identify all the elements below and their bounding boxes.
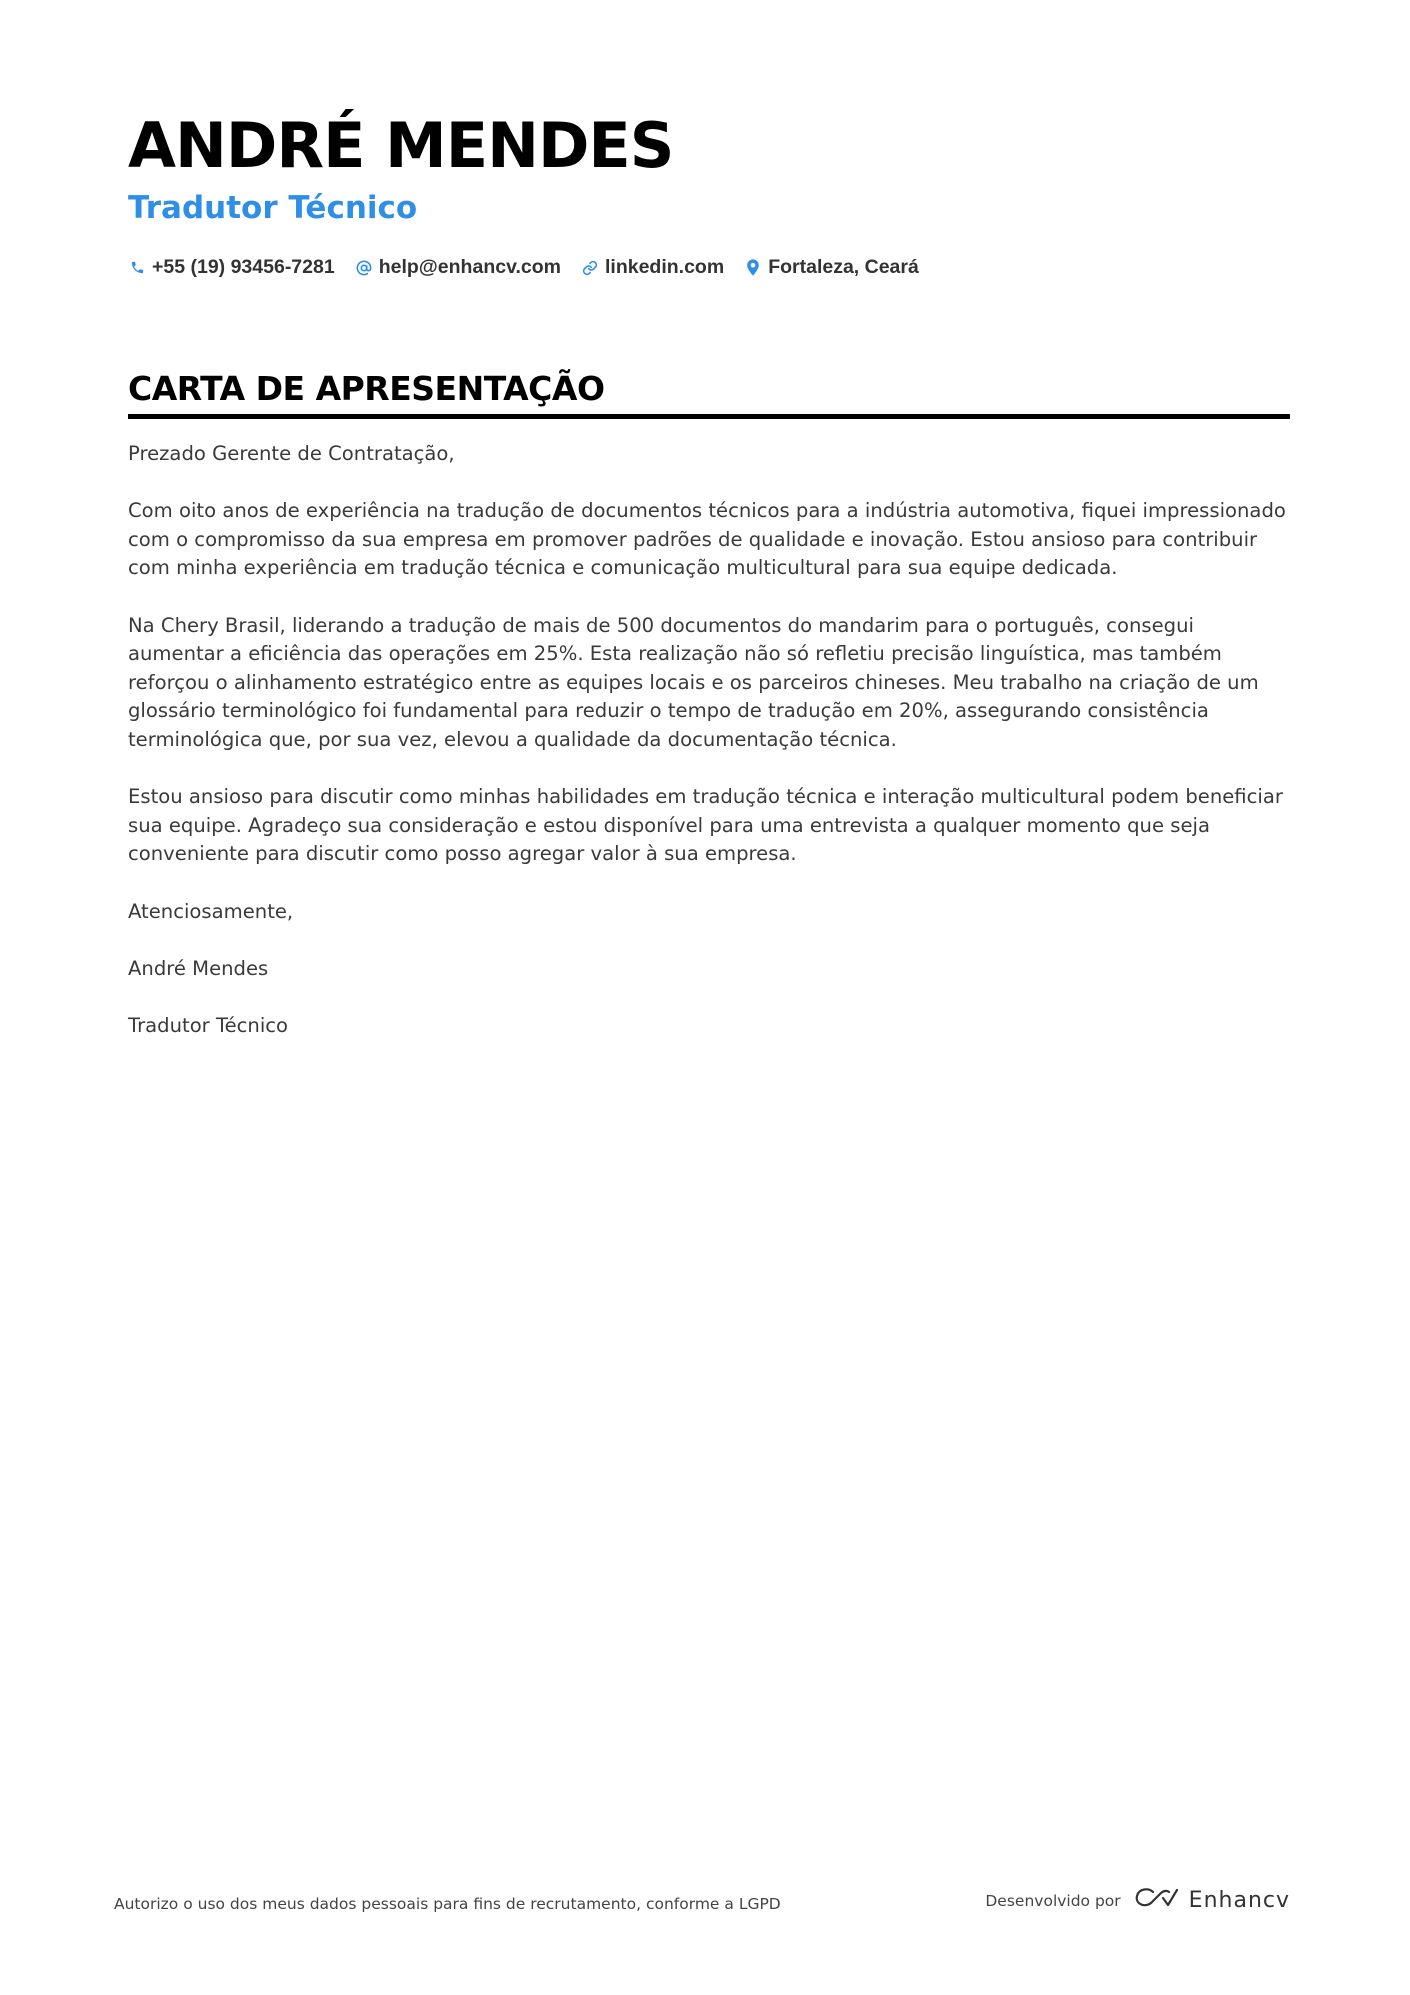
- contact-email[interactable]: [355, 256, 561, 279]
- signature-title: Tradutor Técnico: [128, 1013, 289, 1037]
- powered-by-label: Desenvolvido por: [985, 1891, 1121, 1910]
- contact-location: [744, 256, 919, 279]
- letter-body: [128, 440, 1290, 1069]
- enhancv-logo[interactable]: [1133, 1886, 1290, 1915]
- contact-link[interactable]: [581, 256, 724, 279]
- job-title: Tradutor Técnico: [128, 190, 418, 226]
- at-sign-icon: [355, 259, 373, 277]
- letter-paragraph: Estou ansioso para discutir como minhas habilidades em tradução técnica e interação multicultural podem beneficiar sua equipe. Agradeço sua consideração e estou disponível para uma entrevista a qualquer momento que seja conveniente para discutir como posso agregar valor à sua empresa.: [128, 785, 1283, 866]
- link-icon: [581, 259, 599, 277]
- section-header: [128, 366, 1290, 419]
- contact-bar: [128, 256, 1288, 279]
- brand-name: Enhancv: [1188, 1888, 1290, 1913]
- link-text[interactable]: linkedin.com: [604, 256, 725, 278]
- signature-name: André Mendes: [128, 956, 269, 980]
- section-title: CARTA DE APRESENTAÇÃO: [128, 369, 605, 408]
- phone-icon: [128, 259, 146, 277]
- letter-paragraph: Na Chery Brasil, liderando a tradução de mais de 500 documentos do mandarim para o português, consegui aumentar a eficiência das operações em 25%. Esta realização não só refletiu precisão linguística, mas também reforçou o alinhamento estratégico entre as equipes locais e os parceiros chineses. Meu trabalho na criação de um glossário terminológico foi fundamental para reduzir o tempo de tradução em 20%, assegurando consistência terminológica que, por sua vez, elevou a qualidade da documentação técnica.: [128, 613, 1259, 751]
- phone-text: +55 (19) 93456-7281: [152, 256, 335, 278]
- letter-closing: Atenciosamente,: [128, 899, 294, 923]
- consent-note: Autorizo o uso dos meus dados pessoais para fins de recrutamento, conforme a LGPD: [114, 1895, 781, 1913]
- section-divider: [128, 414, 1290, 419]
- header: [128, 108, 1288, 279]
- location-text: Fortaleza, Ceará: [768, 256, 919, 278]
- letter-paragraph: Com oito anos de experiência na tradução de documentos técnicos para a indústria automotiva, fiquei impressionado com o compromisso da sua empresa em promover padrões de qualidade e inovação. Estou ansioso para contribuir com minha experiência em tradução técnica e comunicação multicultural para sua equipe dedicada.: [128, 499, 1286, 580]
- enhancv-logo-icon: [1133, 1886, 1179, 1915]
- powered-by[interactable]: [985, 1886, 1290, 1915]
- email-text[interactable]: help@enhancv.com: [378, 256, 561, 278]
- letter-greeting: Prezado Gerente de Contratação,: [128, 442, 455, 465]
- candidate-name: ANDRÉ MENDES: [128, 109, 674, 182]
- contact-phone: [128, 256, 335, 279]
- map-pin-icon: [744, 259, 762, 277]
